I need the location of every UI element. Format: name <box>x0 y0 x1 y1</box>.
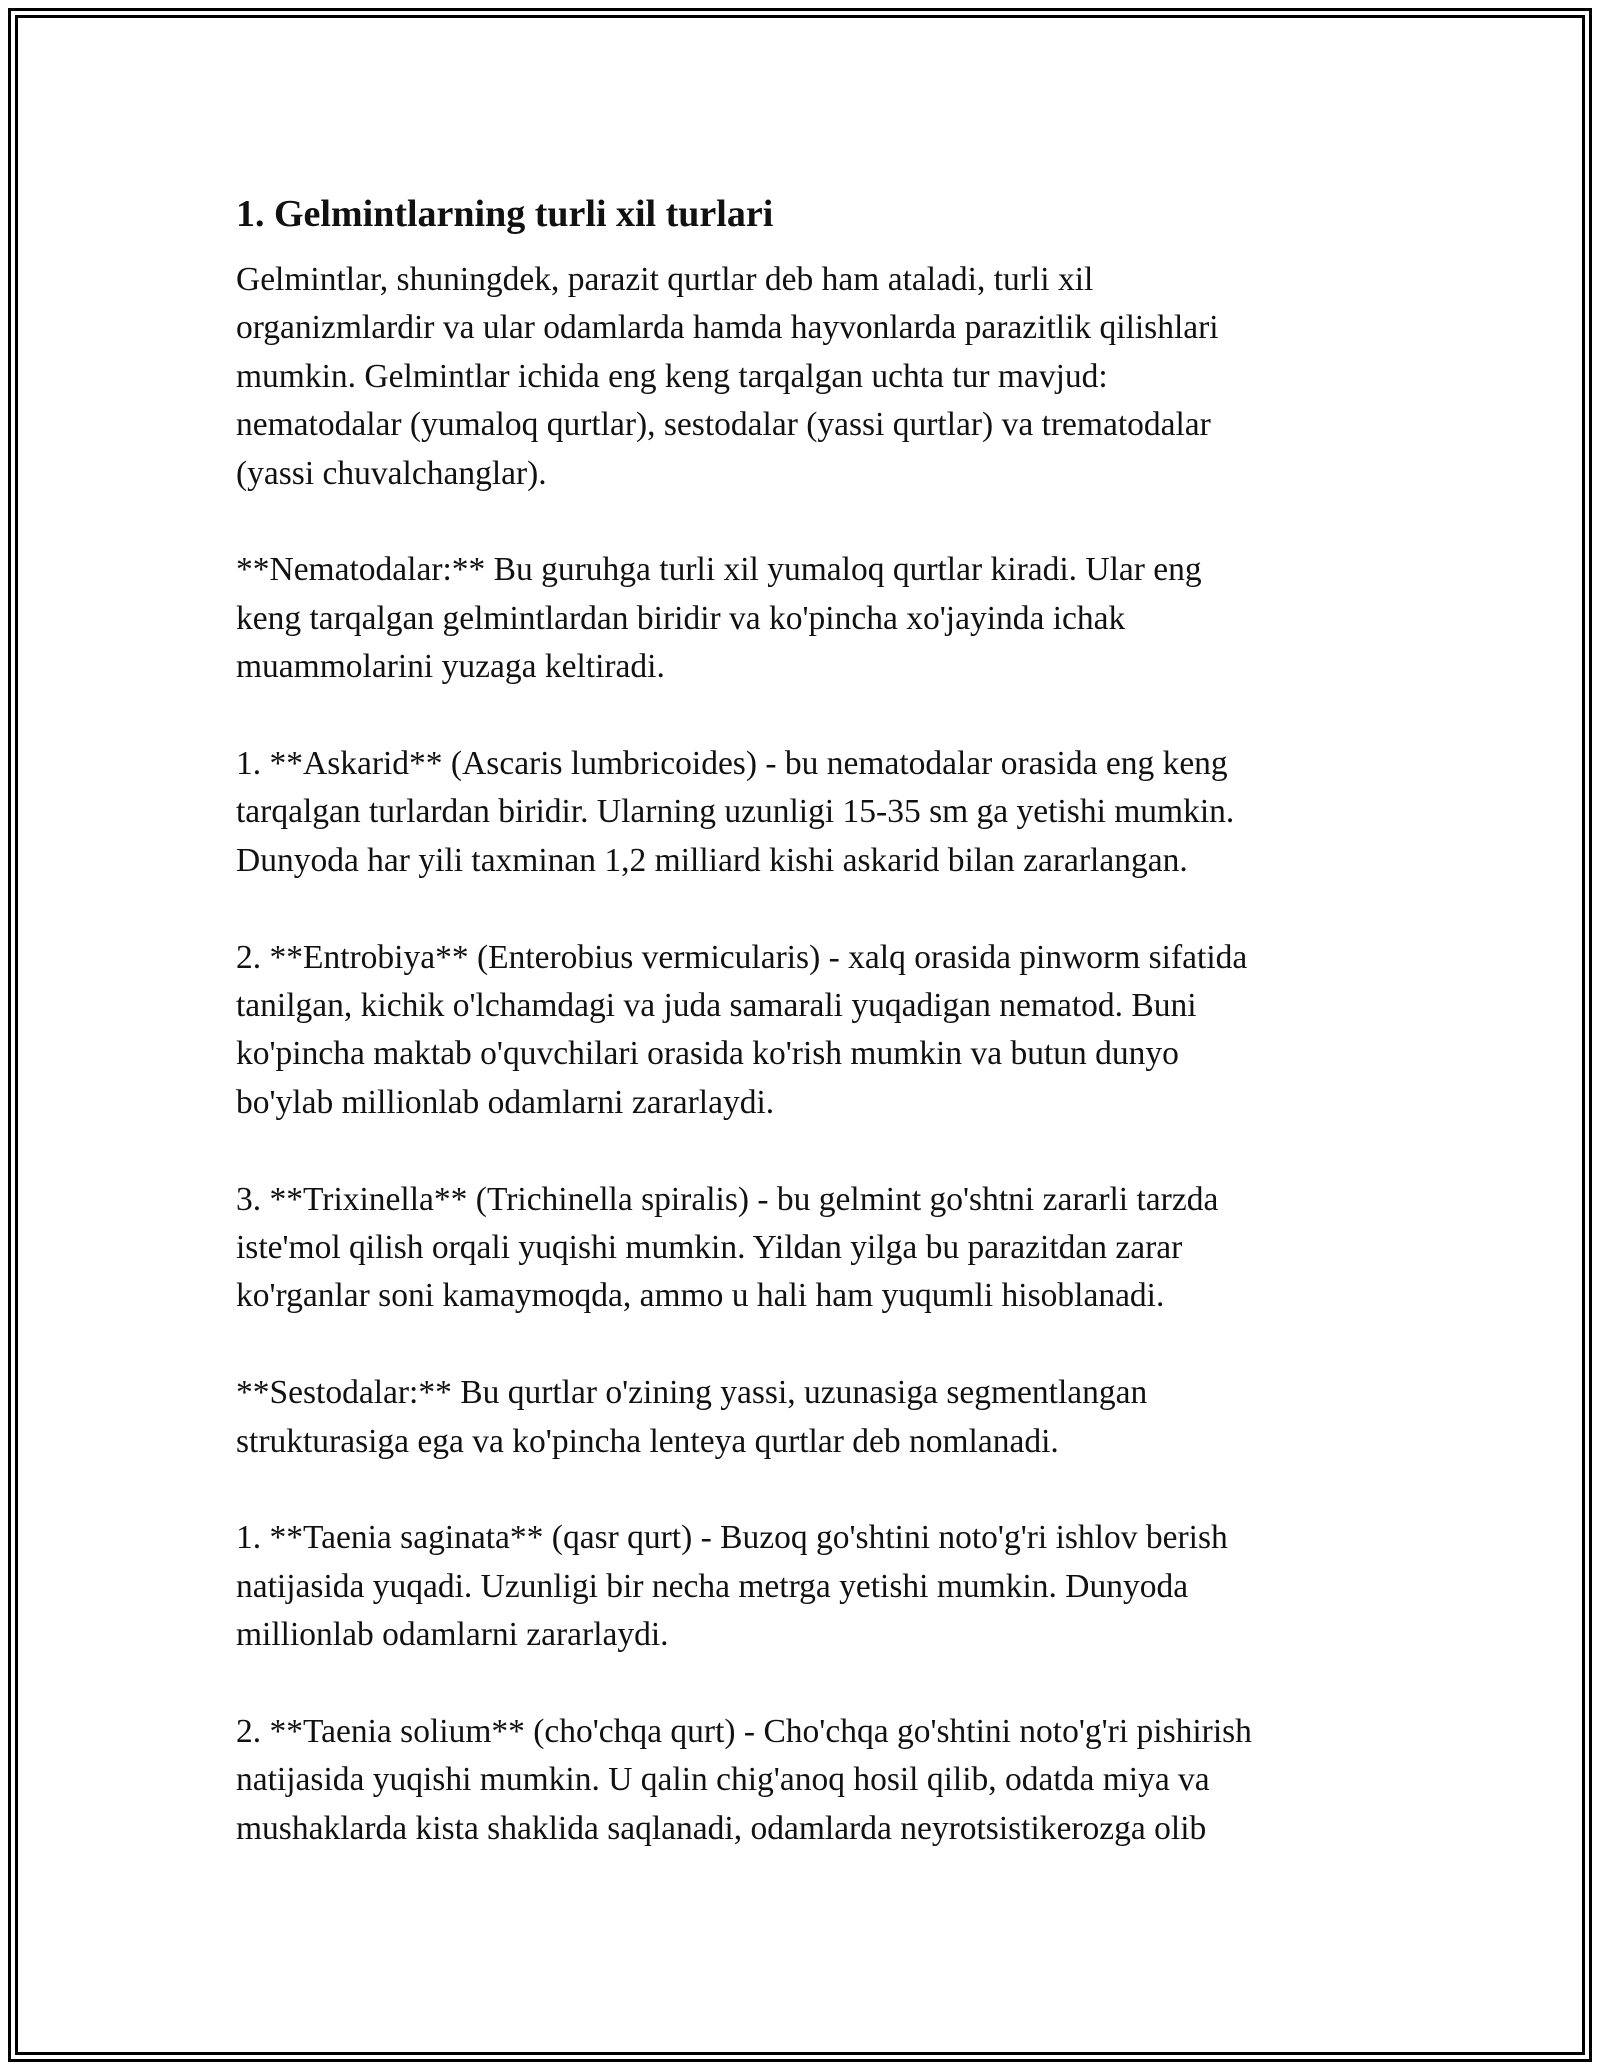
taenia-solium-paragraph: 2. **Taenia solium** (cho'chqa qurt) - Cho'chqa go'shtini noto'g'ri pishirish natijasida yuqishi mumkin. U qalin chig'anoq hosil qilib, odatda miya va mushaklarda kista shaklida saqlanadi, odamlarda neyrotsistikerozga olib <box>236 1713 1252 1847</box>
trichinella-paragraph: 3. **Trixinella** (Trichinella spiralis) - bu gelmint go'shtni zararli tarzda iste'mol qilish orqali yuqishi mumkin. Yildan yilga bu parazitdan zarar ko'rganlar soni kamaymoqda, ammo u hali ham yuqumli hisoblanadi. <box>236 1180 1219 1315</box>
intro-paragraph: Gelmintlar, shuningdek, parazit qurtlar deb ham ataladi, turli xil organizmlardir va ular odamlarda hamda hayvonlarda parazitlik qilishlari mumkin. Gelmintlar ichida eng keng tarqalgan uchta tur mavjud: nematodalar (yumaloq qurtlar), sestodalar (yassi qurtlar) va trematodalar (yassi chuvalchanglar). <box>236 261 1219 492</box>
cestodes-paragraph: **Sestodalar:** Bu qurtlar o'zining yassi, uzunasiga segmentlangan strukturasiga ega va ko'pincha lenteya qurtlar deb nomlanadi. <box>236 1374 1148 1460</box>
taenia-saginata-paragraph: 1. **Taenia saginata** (qasr qurt) - Buzoq go'shtini noto'g'ri ishlov berish natijasida yuqadi. Uzunligi bir necha metrga yetishi mumkin. Dunyoda millionlab odamlarni zararlaydi. <box>236 1519 1228 1654</box>
document-body <box>236 186 1366 1902</box>
enterobius-paragraph: 2. **Entrobiya** (Enterobius vermicularis) - xalq orasida pinworm sifatida tanilgan, kichik o'lchamdagi va juda samarali yuqadigan nematod. Buni ko'pincha maktab o'quvchilari orasida ko'rish mumkin va butun dunyo bo'ylab millionlab odamlarni zararlaydi. <box>236 938 1248 1121</box>
nematodes-paragraph: **Nematodalar:** Bu guruhga turli xil yumaloq qurtlar kiradi. Ular eng keng tarqalgan gelmintlardan biridir va ko'pincha xo'jayinda ichak muammolarini yuzaga keltiradi. <box>236 551 1202 686</box>
ascaris-paragraph: 1. **Askarid** (Ascaris lumbricoides) - bu nematodalar orasida eng keng tarqalgan turlardan biridir. Ularning uzunligi 15-35 sm ga yetishi mumkin. Dunyoda har yili taxminan 1,2 milliard kishi askarid bilan zararlangan. <box>236 745 1235 879</box>
section-heading: 1. Gelmintlarning turli xil turlari <box>236 193 774 235</box>
